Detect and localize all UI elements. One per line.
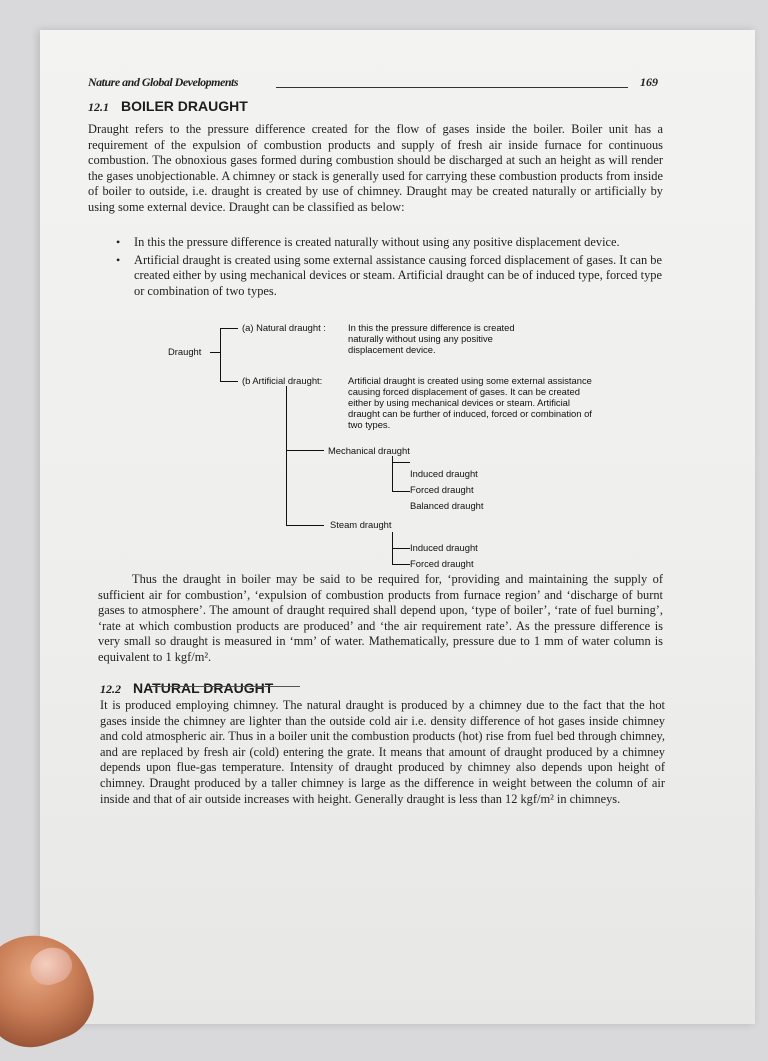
page-number: 169	[640, 75, 658, 89]
draught-purpose-paragraph: Thus the draught in boiler may be said to be required for, ‘providing and maintaining the supply of sufficient air for combustion’, ‘expulsion of combustion products from furnace region’ and ‘discharge of burnt gases to atmosphere’. The amount of draught required shall depend upon, ‘type of boiler’, ‘rate of fuel burning’, ‘rate at which combustion products are produced’ and ‘the air requirement rate’. As the pressure difference is very small so draught is measured in ‘mm’ of water. Mathematically, pressure due to 1 mm of water column is equivalent to 1 kgf/m².	[98, 572, 663, 664]
bullet-icon: •	[116, 235, 121, 249]
section-heading-boiler-draught	[88, 98, 248, 115]
mech-induced-label: Induced draught	[410, 468, 478, 479]
natural-draught-label: (a) Natural draught :	[242, 322, 326, 333]
mech-induced-connector	[392, 462, 410, 463]
artificial-draught-description: Artificial draught is created using some external assistance causing forced displacement of gases. It can be created either by using mechanical devices or steam. Artificial draught can be further of induced, forced or combination of two types.	[348, 375, 592, 430]
section-heading-natural-draught	[100, 680, 273, 697]
mechanical-draught-label: Mechanical draught	[328, 445, 410, 456]
draught-bullet-list	[110, 235, 662, 301]
running-head-title: Nature and Global Developments	[88, 75, 238, 89]
artificial-trunk	[286, 386, 287, 526]
bullet-text: In this the pressure difference is created naturally without using any positive displacement device.	[134, 235, 620, 249]
bullet-text: Artificial draught is created using some external assistance causing forced displacement of gases. It can be created either by using mechanical devices or steam. Artificial draught can be of induced type, forced type or combination of two types.	[134, 252, 662, 298]
running-head	[88, 73, 658, 93]
mech-forced-label: Forced draught	[410, 484, 474, 495]
draught-classification-diagram	[160, 318, 592, 576]
section-title: BOILER DRAUGHT	[121, 98, 248, 114]
section-number: 12.2	[100, 682, 121, 696]
diagram-root-label: Draught	[168, 346, 202, 357]
list-item	[110, 235, 662, 251]
steam-induced-connector	[392, 548, 410, 549]
heading-rule	[150, 686, 300, 687]
intro-paragraph: Draught refers to the pressure difference created for the flow of gases inside the boiler. Boiler unit has a requirement of the expulsion of combustion products and supply of fresh air inside furnace for continuous combustion. The obnoxious gases formed during combustion should be discharged at such an height as will render the gases unobjectionable. A chimney or stack is generally used for carrying these combustion products from inside of boiler to outside, i.e. draught is created by use of chimney. Draught may be created naturally or artificially by using some external device. Draught can be classified as below:	[88, 122, 663, 214]
steam-forced-connector	[392, 564, 410, 565]
bullet-icon: •	[116, 252, 121, 267]
running-head-rule	[276, 87, 628, 88]
mech-forced-connector	[392, 491, 410, 492]
steam-forced-label: Forced draught	[410, 558, 474, 569]
natural-connector	[220, 328, 238, 329]
mechanical-connector	[286, 450, 324, 451]
steam-draught-label: Steam draught	[330, 519, 392, 530]
mech-balanced-label: Balanced draught	[410, 500, 484, 511]
list-item	[110, 253, 662, 300]
natural-draught-description: In this the pressure difference is created naturally without using any positive displacement device.	[348, 322, 515, 355]
artificial-connector	[220, 381, 238, 382]
artificial-draught-label: (b Artificial draught:	[242, 375, 323, 386]
section-number: 12.1	[88, 100, 109, 114]
steam-induced-label: Induced draught	[410, 542, 478, 553]
root-bracket	[220, 328, 221, 382]
steam-connector	[286, 525, 324, 526]
root-connector	[210, 352, 220, 353]
natural-draught-paragraph: It is produced employing chimney. The natural draught is produced by a chimney due to the fact that the hot gases inside the chimney are lighter than the outside cold air i.e. density difference of hot gases inside chimney and cold atmospheric air. Thus in a boiler unit the combustion products (hot) rise from fuel bed through chimney, and are replaced by fresh air (cold) entering the grate. It means that amount of draught produced by a chimney depends upon flue-gas temperature. Intensity of draught produced by chimney also depends upon height of chimney. Draught produced by a taller chimney is large as the difference in weight between the column of air inside and that of air outside increases with height. Generally draught is less than 12 kgf/m² in chimneys.	[100, 698, 665, 806]
section-title: NATURAL DRAUGHT	[133, 680, 274, 696]
